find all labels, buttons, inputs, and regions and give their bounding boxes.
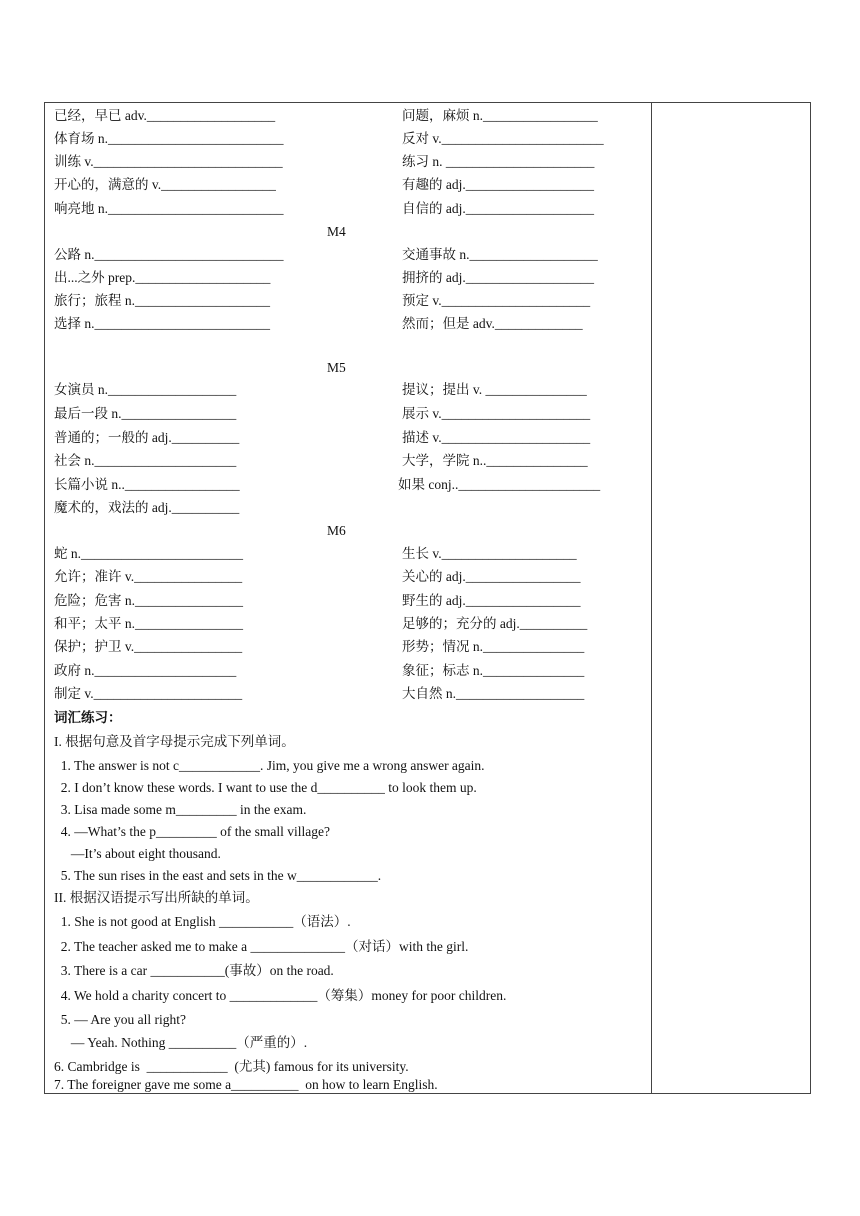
vocab-right-3: 有趣的 adj.___________________: [402, 177, 594, 192]
column-divider: [651, 102, 652, 1094]
exercise-title: 词汇练习：: [54, 710, 122, 725]
vocab-right-2: 练习 n. ______________________: [402, 154, 595, 169]
vocab-left-0: 已经，早已 adv.___________________: [54, 108, 276, 123]
vocab-left-2: 训练 v.____________________________: [54, 154, 283, 169]
m6-left-0: 蛇 n.________________________: [54, 546, 243, 561]
module-heading-m4: M4: [327, 224, 346, 239]
m4-right-2: 预定 v.______________________: [402, 293, 591, 308]
m6-left-5: 政府 n._____________________: [54, 663, 237, 678]
m4-left-2: 旅行；旅程 n.____________________: [54, 293, 270, 308]
m6-right-4: 形势；情况 n._______________: [402, 639, 585, 654]
part1-item-5: 5. The sun rises in the east and sets in the w____________.: [54, 868, 382, 883]
m5-left-5: 魔术的，戏法的 adj.__________: [54, 500, 240, 515]
m5-right-2: 描述 v.______________________: [402, 430, 591, 445]
m4-right-3: 然而；但是 adv._____________: [402, 316, 583, 331]
m5-right-4: 如果 conj.._____________________: [398, 477, 601, 492]
vocab-right-4: 自信的 adj.___________________: [402, 201, 594, 216]
m6-left-2: 危险；危害 n.________________: [54, 593, 243, 608]
part2-heading: II. 根据汉语提示写出所缺的单词。: [54, 890, 259, 905]
part2-item-6: 6. Cambridge is ____________ (尤其) famous for its university.: [54, 1059, 409, 1074]
m4-left-3: 选择 n.__________________________: [54, 316, 270, 331]
m4-left-0: 公路 n.____________________________: [54, 247, 284, 262]
m5-right-1: 展示 v.______________________: [402, 406, 591, 421]
module-heading-m5: M5: [327, 360, 346, 375]
m5-left-3: 社会 n._____________________: [54, 453, 237, 468]
m4-left-1: 出...之外 prep.____________________: [54, 270, 271, 285]
part1-item-1: 1. The answer is not c____________. Jim, you give me a wrong answer again.: [54, 758, 485, 773]
m6-right-2: 野生的 adj._________________: [402, 593, 581, 608]
m6-left-1: 允许；准许 v.________________: [54, 569, 243, 584]
part1-item-2: 2. I don’t know these words. I want to use the d__________ to look them up.: [54, 780, 477, 795]
m6-left-6: 制定 v.______________________: [54, 686, 243, 701]
m6-right-3: 足够的；充分的 adj.__________: [402, 616, 588, 631]
m6-left-4: 保护；护卫 v.________________: [54, 639, 243, 654]
m4-right-1: 拥挤的 adj.___________________: [402, 270, 594, 285]
m5-left-1: 最后一段 n._________________: [54, 406, 237, 421]
part1-heading: I. 根据句意及首字母提示完成下列单词。: [54, 734, 295, 749]
module-heading-m6: M6: [327, 523, 346, 538]
part1-item-3: 3. Lisa made some m_________ in the exam.: [54, 802, 307, 817]
vocab-left-3: 开心的，满意的 v._________________: [54, 177, 276, 192]
m6-right-1: 关心的 adj._________________: [402, 569, 581, 584]
m5-left-4: 长篇小说 n.._________________: [54, 477, 240, 492]
part2-item-5: 5. — Are you all right?: [54, 1012, 186, 1027]
m6-left-3: 和平；太平 n.________________: [54, 616, 243, 631]
part2-item-7: 7. The foreigner gave me some a__________ on how to learn English.: [54, 1077, 438, 1092]
m6-right-5: 象征；标志 n._______________: [402, 663, 585, 678]
m5-right-3: 大学，学院 n.._______________: [402, 453, 588, 468]
part2-item-3: 3. There is a car ___________(事故）on the road.: [54, 963, 334, 978]
m4-right-0: 交通事故 n.___________________: [402, 247, 598, 262]
part1-item-4-answer: —It’s about eight thousand.: [54, 846, 221, 861]
m6-right-0: 生长 v.____________________: [402, 546, 577, 561]
m6-right-6: 大自然 n.___________________: [402, 686, 585, 701]
part2-item-5-answer: — Yeah. Nothing __________（严重的）.: [54, 1035, 308, 1050]
part2-item-1: 1. She is not good at English ___________（语法）.: [54, 914, 351, 929]
vocab-right-1: 反对 v.________________________: [402, 131, 604, 146]
vocab-left-4: 响亮地 n.__________________________: [54, 201, 284, 216]
part2-item-4: 4. We hold a charity concert to _____________（筹集）money for poor children.: [54, 988, 507, 1003]
m5-left-0: 女演员 n.___________________: [54, 382, 237, 397]
part1-item-4: 4. —What’s the p_________ of the small village?: [54, 824, 330, 839]
m5-left-2: 普通的；一般的 adj.__________: [54, 430, 240, 445]
part2-item-2: 2. The teacher asked me to make a ______________（对话）with the girl.: [54, 939, 469, 954]
vocab-right-0: 问题，麻烦 n._________________: [402, 108, 598, 123]
vocab-left-1: 体育场 n.__________________________: [54, 131, 284, 146]
m5-right-0: 提议；提出 v. _______________: [402, 382, 587, 397]
